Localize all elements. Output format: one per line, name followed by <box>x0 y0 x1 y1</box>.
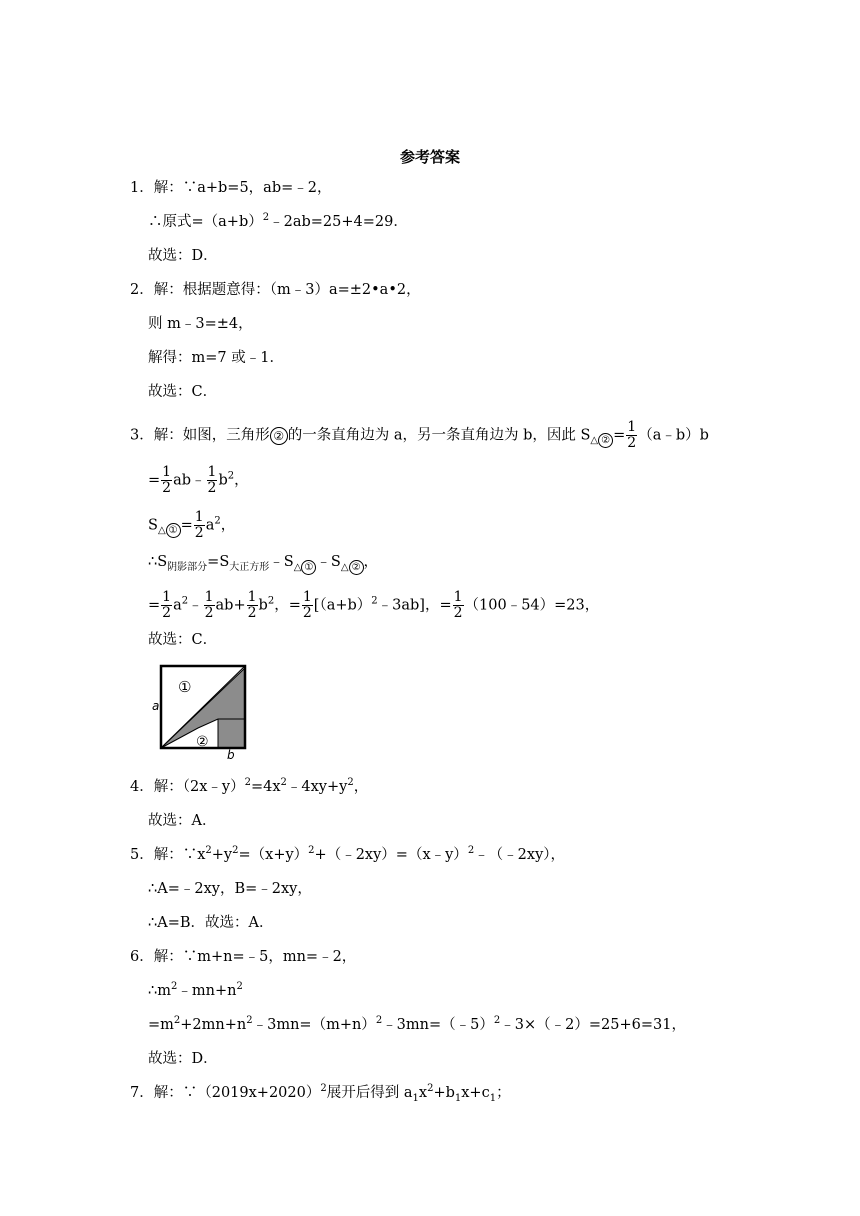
answer-line: 故选：A． <box>148 813 217 829</box>
small-square <box>218 719 245 748</box>
answer-line: $\therefore m^2﹣mn+n^2$ <box>148 981 243 999</box>
answer-line: 故选：C． <box>148 632 218 648</box>
answer-line: $\therefore S_{阴影部分}=S_{大正方形}﹣S_{\triangle ①}$ $﹣S_{\triangle ②}$ ， <box>148 554 379 573</box>
answer-line: 5．解：$\because x^2+y^2=(x+y)^2+(﹣2xy)=(x﹣y)^2﹣(﹣2xy)$， <box>130 845 566 863</box>
side-b-label: b <box>227 748 235 762</box>
region-2-label: ② <box>196 734 209 750</box>
answer-line: 1．解：∵a+b=5，ab=﹣2， <box>130 180 332 196</box>
answer-line: 故选：C． <box>148 384 218 400</box>
page-title: 参考答案 <box>399 148 460 166</box>
answer-line: $S_{\triangle ①}$ = $\frac{1}{2}$ $a^2$， <box>148 509 236 541</box>
answer-line: 3．解：如图，三角形 ② 的一条直角边为 a，另一条直角边为 b，因此 $S_{\triangle ②}$ = $\frac{1}{2}$ （a﹣b）b <box>130 419 709 451</box>
answer-line: ∴A=B．故选：A． <box>148 915 274 931</box>
answer-line: 则 m﹣3=±4， <box>148 316 253 332</box>
region-1-label: ① <box>178 678 192 696</box>
answer-line: 故选：D． <box>148 248 218 264</box>
answer-line: 6．解：∵m+n=﹣5，mn=﹣2， <box>130 949 357 965</box>
side-a-label: a <box>152 699 160 713</box>
answer-line: 2．解：根据题意得：（m﹣3）a=±2•a•2， <box>130 282 421 298</box>
answer-line: ∴A=﹣2xy，B=﹣2xy， <box>148 881 312 897</box>
answer-line: 解得：m=7 或﹣1． <box>148 350 284 366</box>
answer-line: $=m^2+2mn+n^2﹣3mn=(m+n)^2﹣3mn=(﹣5)^2﹣3\times(﹣2)=25+6=31$， <box>148 1015 686 1033</box>
answer-line: ∴原式$=(a+b)^2﹣2ab=25+4=29$． <box>148 212 408 230</box>
geometry-figure <box>150 662 250 762</box>
answer-line: = $\frac{1}{2}$ $a^2﹣$ $\frac{1}{2}$ ab+ $\frac{1}{2}$ $b^2$，= $\frac{1}{2}$ $[(a+b)^2﹣3ab]$，= $\frac{1}{2}$ （100﹣54）=23， <box>148 589 600 621</box>
answer-line: 7．解：$\because(2019x+2020)^2$展开后得到 $a_1x^2+b_1x+c_1$； <box>130 1083 511 1104</box>
answer-line: 4．解：$(2x﹣y)^2=4x^2﹣4xy+y^2$， <box>130 777 369 795</box>
answer-line: = $\frac{1}{2}$ ab﹣ $\frac{1}{2}$ $b^2$， <box>148 464 249 496</box>
answer-line: 故选：D． <box>148 1051 218 1067</box>
